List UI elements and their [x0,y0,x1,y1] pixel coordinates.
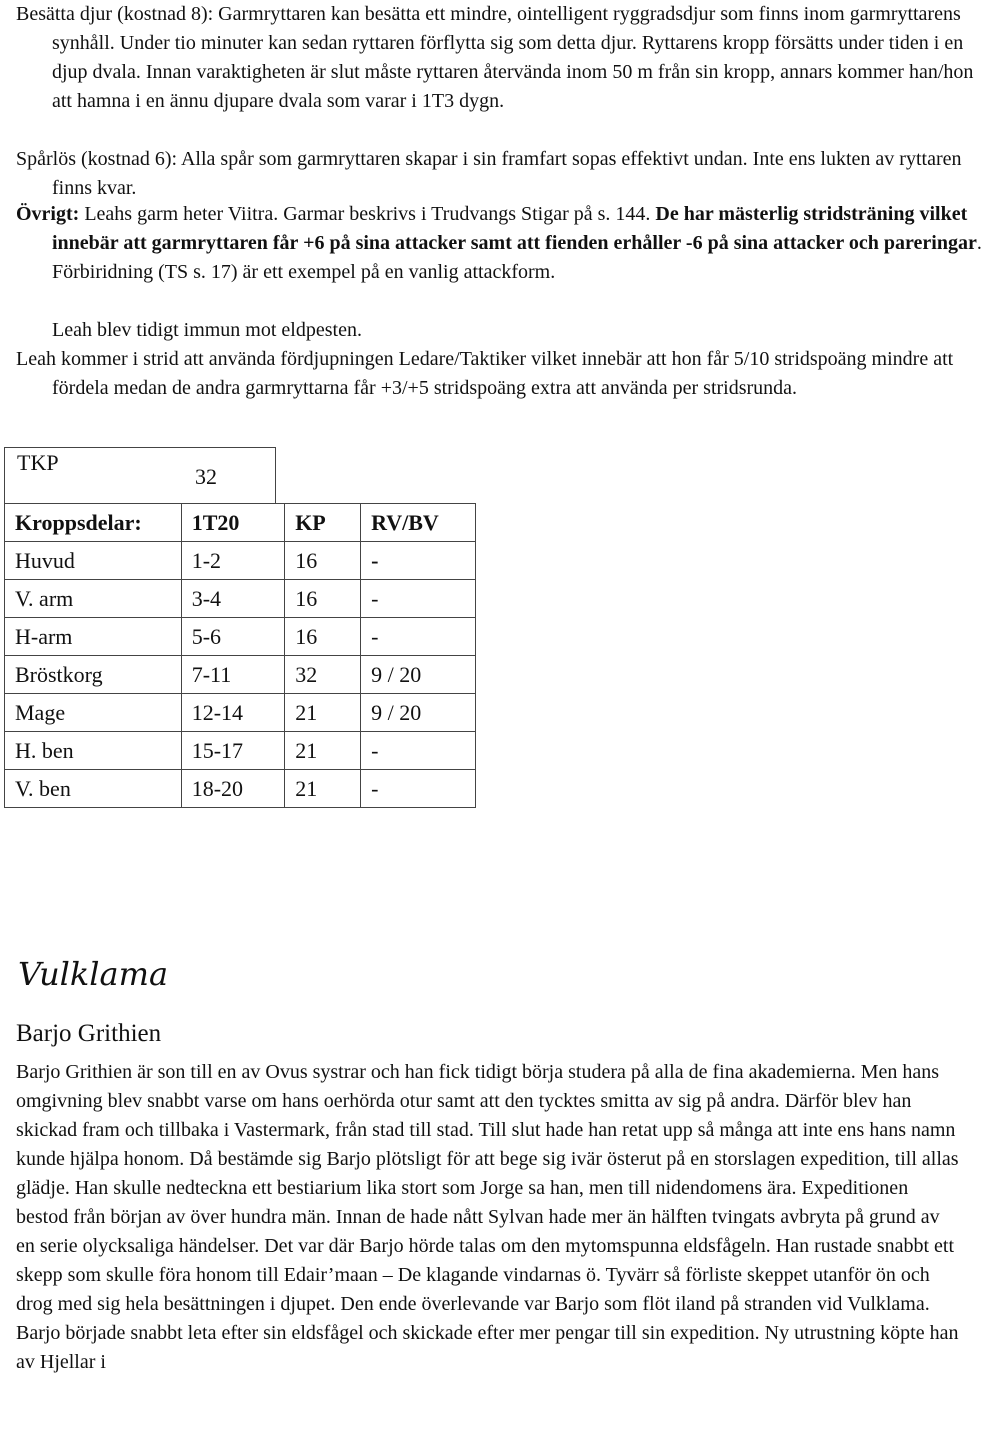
table-row [5,618,476,656]
cell-kp: 32 [285,656,361,694]
header-kp: KP [285,504,361,542]
cell-roll: 3-4 [181,580,284,618]
cell-roll: 1-2 [181,542,284,580]
cell-part: V. ben [5,770,182,808]
cell-roll: 15-17 [181,732,284,770]
cell-kp: 21 [285,732,361,770]
cell-roll: 5-6 [181,618,284,656]
tkp-label: TKP [17,450,59,475]
cell-rvbv: - [361,580,476,618]
cell-kp: 16 [285,580,361,618]
paragraph-immun: Leah blev tidigt immun mot eldpesten. [52,319,362,341]
cell-part: Huvud [5,542,182,580]
cell-part: H. ben [5,732,182,770]
cell-roll: 18-20 [181,770,284,808]
section-heading: Vulklama [18,955,169,993]
cell-part: Mage [5,694,182,732]
cell-rvbv: - [361,732,476,770]
cell-kp: 21 [285,694,361,732]
paragraph-ovrigt [16,200,987,287]
table-row [5,580,476,618]
cell-roll: 12-14 [181,694,284,732]
paragraph-sparlos: Spårlös (kostnad 6): Alla spår som garmryttaren skapar i sin framfart sopas effektivt undan. Inte ens lukten av ryttaren finns kvar. [16,148,962,199]
cell-rvbv: - [361,542,476,580]
cell-kp: 21 [285,770,361,808]
cell-rvbv: - [361,618,476,656]
paragraph-ledare-taktiker [16,345,987,403]
ledare-taktiker-text: Leah kommer i strid att använda fördjupningen Ledare/Taktiker vilket innebär att hon får 5/10 stridspoäng mindre att fördela medan de andra garmryttarna får +3/+5 stridspoäng extra att använda per stridsrunda. [16,348,954,399]
ovrigt-text: Leahs garm heter Viitra. Garmar beskrivs i Trudvangs Stigar på s. 144. [79,203,656,225]
ovrigt-label: Övrigt: [16,203,80,225]
header-1t20: 1T20 [181,504,284,542]
table-row [5,732,476,770]
table-row [5,694,476,732]
table-header-row [5,504,476,542]
cell-roll: 7-11 [181,656,284,694]
cell-part: Bröstkorg [5,656,182,694]
tkp-value: 32 [195,464,217,489]
cell-rvbv: 9 / 20 [361,694,476,732]
cell-kp: 16 [285,542,361,580]
cell-rvbv: - [361,770,476,808]
table-row [5,542,476,580]
cell-part: V. arm [5,580,182,618]
cell-rvbv: 9 / 20 [361,656,476,694]
header-rv-bv: RV/BV [361,504,476,542]
paragraph-besatta-djur: Besätta djur (kostnad 8): Garmryttaren kan besätta ett mindre, ointelligent ryggradsdjur som finns inom garmryttarens synhåll. Under tio minuter kan sedan ryttaren förflytta sig som detta djur. Ryttarens kropp försätts under tiden i en djup dvala. Innan varaktigheten är slut måste ryttaren återvända inom 50 m från sin kropp, annars kommer han/hon att hamna i en ännu djupare dvala som varar i 1T3 dygn. [16,3,974,112]
subsection-heading: Barjo Grithien [16,1020,162,1047]
tkp-box [4,447,276,504]
body-paragraph: Barjo Grithien är son till en av Ovus systrar och han fick tidigt börja studera på alla de fina akademierna. Men hans omgivning blev snabbt varse om hans oerhörda otur samt att den tycktes smitta av sig på andra. Därför blev han skickad fram och tillbaka i Vastermark, från stad till stad. Till slut hade han retat upp så många att inte ens hans namn kunde hjälpa honom. Då bestämde sig Barjo plötsligt för att bege sig ivär österut på en storslagen expedition, till allas glädje. Han skulle nedteckna ett bestiarium lika stort som Jorge sa han, men till nidendomens ära. Expeditionen bestod från början av över hundra män. Innan de hade nått Sylvan hade mer än hälften tvingats avbryta på grund av en serie olycksaliga händelser. Det var där Barjo hörde talas om den mytomspunna eldsfågeln. Han rustade snabbt ett skepp som skulle föra honom till Edair’maan – De klagande vindarnas ö. Tyvärr så förliste skeppet utanför ön och drog med sig hela besättningen i djupet. Den ende överlevande var Barjo som flöt iland på stranden vid Vulklama. Barjo började snabbt leta efter sin eldsfågel och skickade efter mer pengar till sin expedition. Ny utrustning köpte han av Hjellar i [16,1061,959,1373]
ovrigt-tail-text: . Förbiridning (TS s. 17) är ett exempel på en vanlig attackform. [52,232,982,283]
ovrigt-bold-text: De har mästerlig stridsträning vilket innebär att garmryttaren får +6 på sina attacker samt att fienden erhåller -6 på sina attacker och pareringar [52,203,977,254]
body-parts-table [4,503,476,808]
table-row [5,656,476,694]
table-row [5,770,476,808]
cell-part: H-arm [5,618,182,656]
cell-kp: 16 [285,618,361,656]
header-kroppsdelar: Kroppsdelar: [5,504,182,542]
